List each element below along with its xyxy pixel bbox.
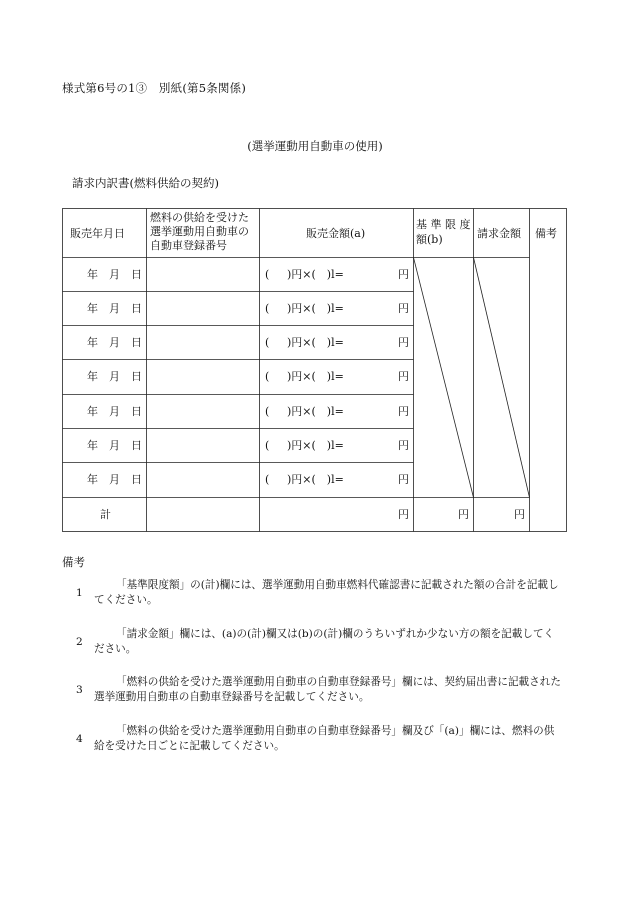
row-date: 年 月 日 [87,370,142,383]
note-text: 「基準限度額」の(計)欄には、選挙運動用自動車燃料代確認書に記載された額の合計を記載してください。 [94,579,559,606]
row-price-open: ( [265,405,270,418]
note-text: 「燃料の供給を受けた選挙運動用自動車の自動車登録番号」欄及び「(a)」欄には、燃料の供給を受けた日ごとに記載してください。 [94,725,555,752]
row-yen: 円 [398,405,409,418]
row-yen: 円 [398,268,409,281]
row-yen: 円 [398,336,409,349]
row-date: 年 月 日 [87,473,142,486]
row-price-formula: )円×( )l= [287,473,344,486]
document-title: (選挙運動用自動車の使用) [247,139,383,153]
header-limit-line2: 額(b) [416,233,443,246]
note-number: 4 [76,733,83,745]
note-text: 「請求金額」欄には、(a)の(計)欄又は(b)の(計)欄のうちいずれか少ない方の額を記載してください。 [94,628,555,655]
row-yen: 円 [398,302,409,315]
row-price-open: ( [265,370,270,383]
table-title: 請求内訳書(燃料供給の契約) [72,176,219,190]
total-limit-yen: 円 [458,508,469,521]
row-price-formula: )円×( )l= [287,370,344,383]
row-price-formula: )円×( )l= [287,336,344,349]
row-price-formula: )円×( )l= [287,268,344,281]
row-date: 年 月 日 [87,268,142,281]
header-sales-amount: 販売金額(a) [306,227,366,240]
row-yen: 円 [398,473,409,486]
note-number: 3 [76,684,83,696]
row-price-formula: )円×( )l= [287,302,344,315]
row-price-open: ( [265,439,270,452]
row-date: 年 月 日 [87,336,142,349]
total-label: 計 [100,508,111,521]
total-claim-yen: 円 [514,508,525,521]
row-yen: 円 [398,439,409,452]
row-yen: 円 [398,370,409,383]
header-registration-line1: 燃料の供給を受けた [150,211,249,224]
header-sale-date: 販売年月日 [70,227,125,240]
note-number: 2 [76,636,83,648]
row-price-open: ( [265,302,270,315]
total-sales-yen: 円 [398,508,409,521]
row-price-formula: )円×( )l= [287,439,344,452]
row-price-open: ( [265,268,270,281]
row-date: 年 月 日 [87,439,142,452]
header-limit-line1: 基 準 限 度 [416,218,471,231]
notes-heading: 備考 [62,555,85,569]
header-claim-amount: 請求金額 [477,227,521,240]
row-price-formula: )円×( )l= [287,405,344,418]
header-remarks: 備考 [535,227,557,240]
row-price-open: ( [265,473,270,486]
header-registration-line3: 自動車登録番号 [150,239,227,252]
form-code: 様式第6号の1③ 別紙(第5条関係) [62,81,247,95]
row-date: 年 月 日 [87,405,142,418]
row-date: 年 月 日 [87,302,142,315]
header-registration-line2: 選挙運動用自動車の [150,225,249,238]
note-number: 1 [76,587,83,599]
note-text: 「燃料の供給を受けた選挙運動用自動車の自動車登録番号」欄には、契約届出書に記載された選挙運動用自動車の自動車登録番号を記載してください。 [94,676,561,703]
row-price-open: ( [265,336,270,349]
